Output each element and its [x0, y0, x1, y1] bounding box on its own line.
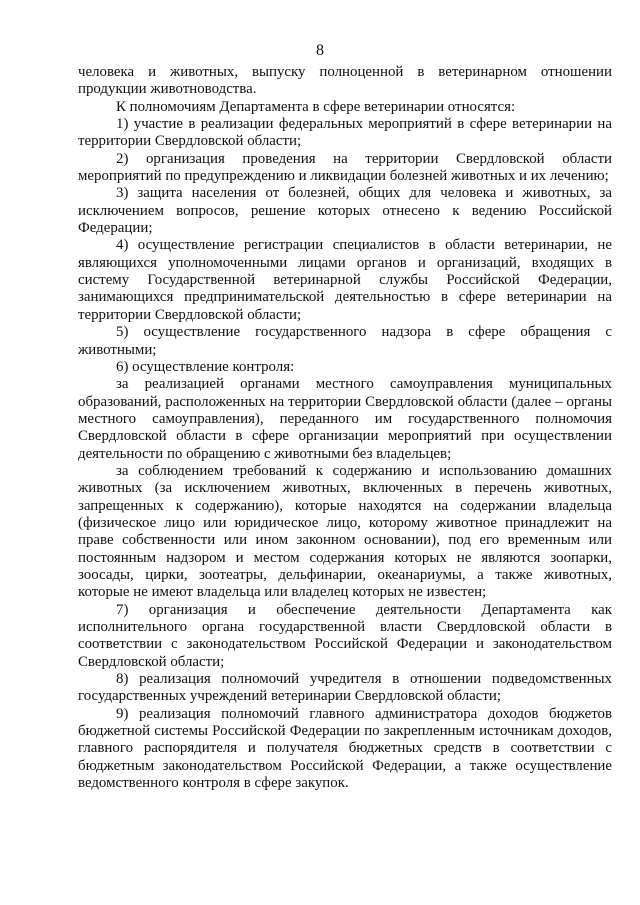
page-number: 8 — [316, 42, 324, 59]
paragraph: 5) осуществление государственного надзора в сфере обращения с животными; — [78, 324, 612, 358]
paragraph: 9) реализация полномочий главного администратора доходов бюджетов бюджетной системы Российской Федерации по закрепленным источникам доходов, главного распорядителя и получателя бюджетных средств в соответствии с бюджетным законодательством Российской Федерации, а также осуществление ведомственного контроля в сфере закупок. — [78, 705, 612, 792]
paragraph: за реализацией органами местного самоуправления муниципальных образований, расположенных на территории Свердловской области (далее – органы местного самоуправления), переданного им государственного полномочия Свердловской области в сфере организации мероприятий при осуществлении деятельности по обращению с животными без владельцев; — [78, 376, 612, 462]
paragraph: К полномочиям Департамента в сфере ветеринарии относятся: — [116, 98, 516, 115]
paragraph: 2) организация проведения на территории Свердловской области мероприятий по предупреждению и ликвидации болезней животных и их лечению; — [78, 150, 612, 185]
paragraph: 3) защита населения от болезней, общих для человека и животных, за исключением вопросов, решение которых отнесено к ведению Российской Федерации; — [78, 185, 612, 237]
paragraph: за соблюдением требований к содержанию и использованию домашних животных (за исключением животных, включенных в перечень животных, запрещенных к содержанию), которые находятся на содержании владельца (физическое лицо или юридическое лицо, которому животное принадлежит на праве собственности или ином законном основании), под его временным или постоянным надзором и местом содержания которых не являются зоопарки, зоосады, цирки, зоотеатры, дельфинарии, океанариумы, а также животных, которые не имеют владельца или владелец которых не известен; — [78, 462, 612, 601]
paragraph: 4) осуществление регистрации специалистов в области ветеринарии, не являющихся уполномоченными лицами органов и организаций, входящих в систему Государственной ветеринарной службы Российской Федерации, занимающихся предпринимательской деятельностью в сфере ветеринарии на территории Свердловской области; — [78, 237, 612, 323]
paragraph: человека и животных, выпуску полноценной в ветеринарном отношении продукции животноводства. — [78, 64, 612, 98]
paragraph: 8) реализация полномочий учредителя в отношении подведомственных государственных учреждений ветеринарии Свердловской области; — [78, 671, 612, 705]
paragraph: 1) участие в реализации федеральных мероприятий в сфере ветеринарии на территории Свердловской области; — [78, 116, 612, 150]
paragraph: 7) организация и обеспечение деятельности Департамента как исполнительного органа государственной власти Свердловской области в соответствии с законодательством Российской Федерации и законодательством Свердловской области; — [78, 601, 612, 670]
document-body — [78, 64, 612, 792]
paragraph: 6) осуществление контроля: — [116, 358, 295, 375]
